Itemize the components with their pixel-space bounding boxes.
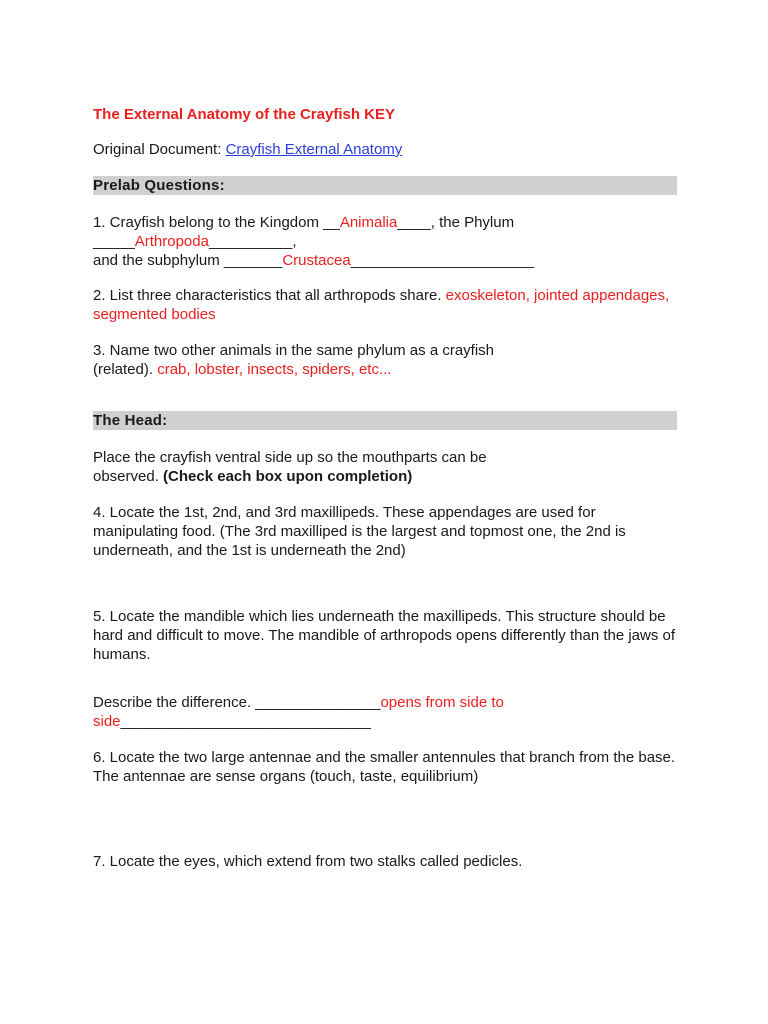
question-7: 7. Locate the eyes, which extend from two stalks called pedicles. [93, 853, 523, 870]
describe-text: Describe the difference. _______________ [93, 694, 381, 711]
head-intro [93, 448, 677, 486]
head-intro-text: Place the crayfish ventral side up so the mouthparts can be [93, 449, 487, 466]
question-2 [93, 286, 677, 324]
q1-blank-3: ______________________ [350, 252, 535, 269]
document-title: The External Anatomy of the Crayfish KEY [93, 106, 396, 123]
describe-answer: opens from side to [380, 694, 504, 711]
question-3 [93, 341, 677, 379]
q1-answer-phylum: Arthropoda [134, 233, 209, 250]
q1-text-phylum: ____, the Phylum [397, 214, 515, 231]
describe-answer-2: side [93, 713, 121, 730]
q1-text-subphylum: and the subphylum _______ [93, 252, 283, 269]
describe-blank: ______________________________ [120, 713, 371, 730]
prelab-heading: Prelab Questions: [93, 176, 677, 195]
original-document-link[interactable]: Crayfish External Anatomy [225, 141, 403, 158]
q3-answer: crab, lobster, insects, spiders, etc... [157, 361, 392, 378]
q2-text: 2. List three characteristics that all arthropods share. [93, 287, 446, 304]
q2-answer: exoskeleton, jointed appendages, segmented bodies [93, 287, 670, 323]
original-document-line [93, 140, 677, 159]
q1-text: 1. Crayfish belong to the Kingdom __ [93, 214, 340, 231]
head-intro-instruction: (Check each box upon completion) [163, 468, 413, 485]
question-6: 6. Locate the two large antennae and the smaller antennules that branch from the base. The antennae are sense organs (touch, taste, equilibrium) [93, 749, 676, 785]
q1-blank: _____ [93, 233, 135, 250]
question-1 [93, 213, 677, 270]
head-heading: The Head: [93, 411, 677, 430]
q3-text-2: (related). [93, 361, 158, 378]
q1-answer-subphylum: Crustacea [282, 252, 351, 269]
head-intro-text-2: observed. [93, 468, 164, 485]
question-4: 4. Locate the 1st, 2nd, and 3rd maxillipeds. These appendages are used for manipulating food. (The 3rd maxilliped is the largest and topmost one, the 2nd is underneath, and the 1st is underneath the 2nd) [93, 504, 626, 559]
q3-text: 3. Name two other animals in the same phylum as a crayfish [93, 342, 495, 359]
q1-blank-2: __________, [208, 233, 297, 250]
question-5: 5. Locate the mandible which lies underneath the maxillipeds. This structure should be hard and difficult to move. The mandible of arthropods opens differently than the jaws of humans. [93, 608, 676, 663]
q1-answer-kingdom: Animalia [339, 214, 398, 231]
describe-difference [93, 693, 677, 731]
original-document-label: Original Document: [93, 141, 226, 158]
